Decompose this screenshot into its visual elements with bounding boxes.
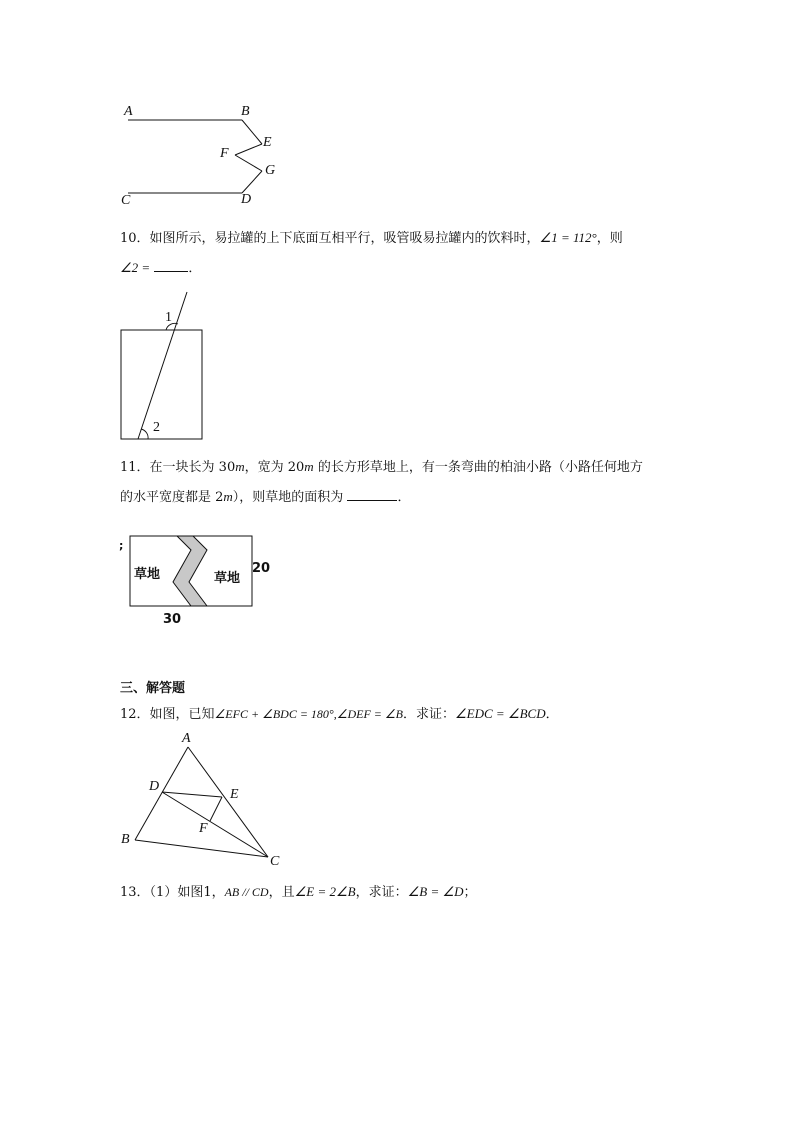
edge-mark: ;	[119, 539, 124, 552]
q10-line1: 10．如图所示，易拉罐的上下底面互相平行，吸管吸易拉罐内的饮料时，∠1 = 112°，则	[120, 230, 623, 246]
angle-label-1: 1	[165, 310, 172, 325]
figure-q10	[115, 290, 215, 445]
q10-line2: ∠2 = ．	[120, 260, 202, 276]
label-C: C	[121, 193, 131, 208]
q12-given: ∠EFC + ∠BDC = 180°,∠DEF = ∠B	[214, 707, 403, 721]
figure-q12-lines	[115, 730, 295, 875]
grass-label-left: 草地	[134, 567, 161, 582]
label-F: F	[220, 146, 229, 161]
q13-condition: ∠E = 2∠B	[294, 884, 356, 899]
label-G: G	[265, 163, 276, 178]
q12-prove: ∠EDC = ∠BCD	[455, 706, 546, 721]
q13-parallel: AB // CD	[224, 885, 269, 899]
figure-q12	[115, 730, 295, 875]
label-D: D	[241, 192, 252, 207]
label-E: E	[263, 135, 272, 150]
grass-label-right: 草地	[214, 571, 241, 586]
figure-q9	[110, 100, 290, 215]
q10-angle1: ∠1 = 112°	[539, 230, 597, 245]
q12-label-E: E	[230, 787, 239, 802]
section-heading: 三、解答题	[120, 681, 186, 696]
q11-line2: 的水平宽度都是 2m），则草地的面积为 ．	[120, 489, 411, 505]
figure-q9-lines	[110, 100, 290, 215]
q12-label-A: A	[182, 731, 191, 746]
label-A: A	[124, 104, 133, 119]
q13-prove: ∠B = ∠D	[407, 884, 464, 899]
label-B: B	[241, 104, 250, 119]
figure-q11-shapes	[115, 530, 285, 640]
length-label: 30	[163, 612, 182, 627]
q11-answer-blank[interactable]	[347, 488, 397, 501]
width-label: 20	[252, 561, 271, 576]
q12-label-D: D	[149, 779, 160, 794]
q12-label-C: C	[270, 854, 280, 869]
q12-text: 12．如图，已知∠EFC + ∠BDC = 180°,∠DEF = ∠B．求证：∠EDC = ∠BCD．	[120, 706, 559, 722]
q12-label-B: B	[121, 832, 130, 847]
q12-label-F: F	[199, 821, 208, 836]
q10-angle2: ∠2 =	[120, 260, 151, 275]
q10-answer-blank[interactable]	[154, 259, 188, 272]
q13-text: 13．（1）如图1，AB // CD，且∠E = 2∠B，求证：∠B = ∠D；	[120, 884, 477, 900]
angle-label-2: 2	[153, 420, 160, 435]
q11-line1: 11．在一块长为 30m，宽为 20m 的长方形草地上，有一条弯曲的柏油小路（小路任何地方	[120, 459, 643, 475]
figure-q11	[115, 530, 285, 640]
